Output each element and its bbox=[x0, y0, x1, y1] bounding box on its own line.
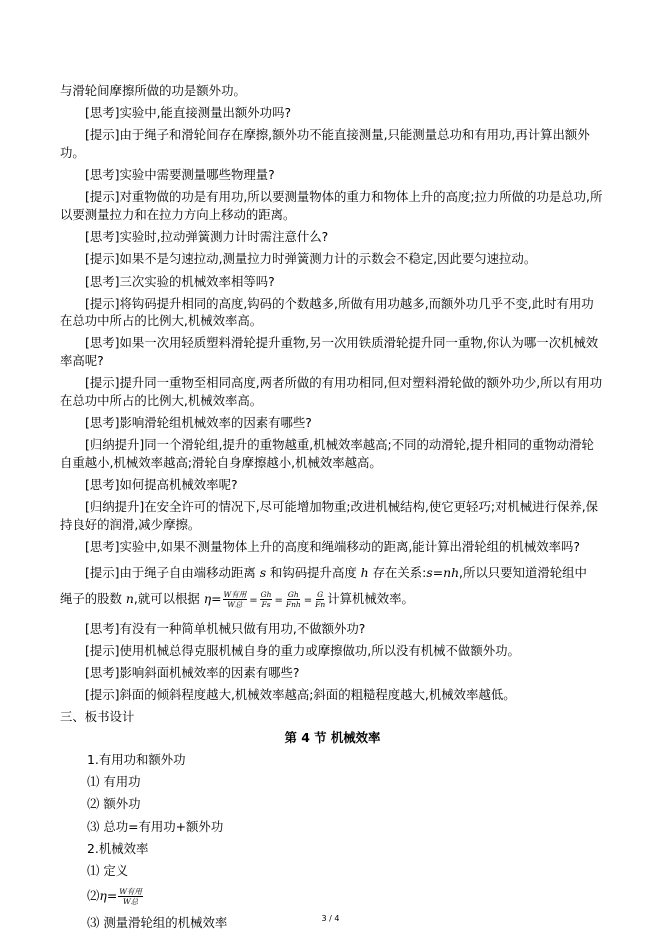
hint: [提示]对重物做的功是有用功,所以要测量物体的重力和物体上升的高度;拉力所做的功是总功,所以要测量拉力和在拉力方向上移动的距离。 bbox=[60, 189, 603, 222]
summary: [归纳提升]在安全许可的情况下,尽可能增加物重;改进机械结构,使它更轻巧;对机械进行保养,保持良好的润滑,减少摩擦。 bbox=[60, 499, 599, 532]
text: [提示]由于绳子自由端移动距离 bbox=[85, 564, 260, 580]
hint: [提示]使用机械总得克服机械自身的重力或摩擦做功,所以没有机械不做额外功。 bbox=[85, 642, 520, 658]
fraction-gh-over-fnh bbox=[285, 590, 302, 609]
board-item: 2.机械效率 bbox=[87, 840, 149, 856]
hint: [提示]如果不是匀速拉动,测量拉力时弹簧测力计的示数会不稳定,因此要匀速拉动。 bbox=[85, 251, 537, 267]
text: 计算机械效率。 bbox=[327, 590, 414, 606]
question: [思考]实验时,拉动弹簧测力计时需注意什么? bbox=[85, 229, 329, 245]
denominator: W总 bbox=[227, 599, 243, 609]
fraction-w-useful-over-w-total bbox=[223, 590, 248, 609]
question: [思考]实验中,如果不测量物体上升的高度和绳端移动的距离,能计算出滑轮组的机械效率吗? bbox=[85, 538, 580, 554]
fraction-gh-over-fs bbox=[260, 590, 273, 609]
text: ,所以只要知道滑轮组中 bbox=[459, 564, 587, 580]
text: ⑵ bbox=[87, 887, 100, 903]
eta-symbol: η= bbox=[99, 887, 118, 903]
var-s: s bbox=[259, 564, 267, 580]
numerator: Gh bbox=[287, 589, 299, 599]
board-item: ⑴ 有用功 bbox=[87, 774, 141, 790]
board-item-formula bbox=[60, 882, 605, 910]
question: [思考]实验中,能直接测量出额外功吗? bbox=[85, 105, 292, 121]
denominator: Fnh bbox=[285, 599, 301, 609]
fraction-g-over-fn bbox=[314, 590, 326, 609]
summary: [归纳提升]同一个滑轮组,提升的重物越重,机械效率越高;不同的动滑轮,提升相同的重物动滑轮自重越小,机械效率越高;滑轮自身摩擦越小,机械效率越高。 bbox=[60, 437, 594, 470]
text: 绳子的股数 bbox=[60, 590, 126, 606]
numerator: W有用 bbox=[223, 589, 247, 599]
eta-symbol: η= bbox=[203, 590, 222, 606]
board-item: ⑴ 定义 bbox=[87, 863, 129, 879]
var-n: n bbox=[125, 590, 134, 606]
board-item: ⑵ 额外功 bbox=[87, 796, 141, 812]
question: [思考]影响滑轮组机械效率的因素有哪些? bbox=[85, 415, 312, 431]
numerator: G bbox=[317, 589, 324, 599]
board-item: ⑶ 测量滑轮组的机械效率 bbox=[87, 915, 228, 931]
equals: = bbox=[274, 594, 283, 606]
board-item: ⑶ 总功=有用功+额外功 bbox=[87, 818, 224, 834]
question: [思考]影响斜面机械效率的因素有哪些? bbox=[85, 664, 300, 680]
text: ,就可以根据 bbox=[133, 590, 204, 606]
question: [思考]三次实验的机械效率相等吗? bbox=[85, 273, 275, 289]
question: [思考]如果一次用轻质塑料滑轮提升重物,另一次用铁质滑轮提升同一重物,你认为哪一次机械效率高呢? bbox=[60, 335, 599, 369]
question: [思考]如何提高机械效率呢? bbox=[85, 477, 238, 492]
hint: [提示]斜面的倾斜程度越大,机械效率越高;斜面的粗糙程度越大,机械效率越低。 bbox=[85, 687, 516, 703]
question: [思考]实验中需要测量哪些物理量? bbox=[85, 167, 275, 183]
denominator: Fs bbox=[261, 599, 271, 609]
hint-formula-line-1 bbox=[60, 564, 605, 582]
board-title: 第 4 节 机械效率 bbox=[284, 729, 381, 745]
question: [思考]有没有一种简单机械只做有用功,不做额外功? bbox=[85, 620, 366, 636]
fraction-efficiency bbox=[118, 887, 143, 906]
text: 存在关系: bbox=[368, 564, 427, 580]
equals: = bbox=[303, 594, 313, 606]
document-body bbox=[60, 82, 605, 932]
denominator: Fn bbox=[315, 599, 326, 609]
text: 和钩码提升高度 bbox=[266, 564, 361, 580]
denominator: W总 bbox=[122, 896, 139, 906]
hint-formula-line-2 bbox=[60, 584, 605, 614]
page-number: 3 / 4 bbox=[321, 914, 340, 923]
numerator: Gh bbox=[260, 589, 272, 599]
relation: s=nh bbox=[426, 564, 460, 580]
paragraph: 与滑轮间摩擦所做的功是额外功。 bbox=[60, 83, 246, 98]
equals: = bbox=[249, 594, 258, 606]
numerator: W有用 bbox=[119, 886, 142, 896]
board-item: 1.有用功和额外功 bbox=[87, 752, 186, 768]
hint: [提示]提升同一重物至相同高度,两者所做的有用功相同,但对塑料滑轮做的额外功少,所以有用功在总功中所占的比例大,机械效率高。 bbox=[60, 375, 603, 408]
var-h: h bbox=[360, 564, 369, 580]
hint: [提示]将钩码提升相同的高度,钩码的个数越多,所做有用功越多,而额外功几乎不变,此时有用功在总功中所占的比例大,机械效率高。 bbox=[60, 295, 594, 329]
section-heading: 三、板书设计 bbox=[60, 709, 135, 725]
hint: [提示]由于绳子和滑轮间存在摩擦,额外功不能直接测量,只能测量总功和有用功,再计算出额外功。 bbox=[60, 127, 590, 160]
